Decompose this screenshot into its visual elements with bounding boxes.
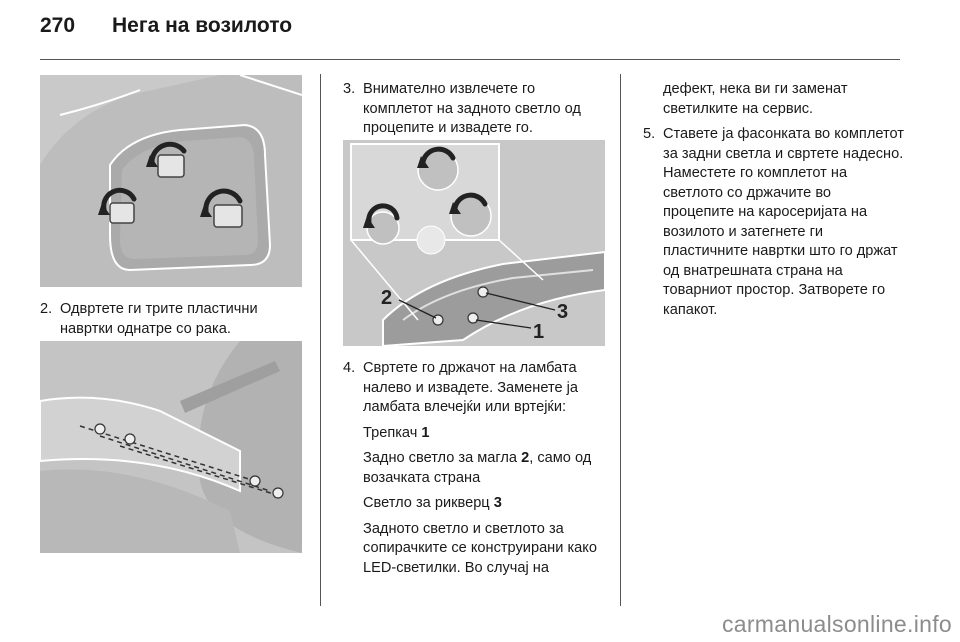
page-number: 270 [40, 14, 76, 37]
header-divider [40, 59, 900, 60]
column-divider-1 [320, 74, 321, 606]
bulb-number-1: 1 [421, 424, 430, 441]
label-3: 3 [557, 301, 569, 323]
bulb-fog-light: Задно светло за магла 2, само од возачката страна [363, 450, 592, 486]
label-2: 2 [381, 287, 393, 309]
step-2-number: 2. [40, 301, 53, 317]
watermark: carmanualsonline.info [721, 611, 952, 637]
step-4 [343, 359, 607, 418]
step-3-text: Внимателно извлечете го комплетот на задното светло од процепите и извадете го. [363, 81, 581, 136]
column-3-text [643, 80, 905, 320]
figure-bulb-holders [343, 140, 605, 346]
page-header [40, 14, 292, 44]
page-title: Нега на возилото [112, 14, 293, 37]
step-5 [643, 125, 905, 320]
continuation-text: дефект, нека ви ги заменат светилките на сервис. [663, 81, 848, 117]
step-4-number: 4. [343, 360, 356, 376]
bulb-number-2: 2 [521, 450, 530, 466]
figure-interior-nuts [40, 75, 302, 287]
interior-nuts-illustration [40, 75, 302, 287]
step-4-text: Свртете го држачот на ламбата налево и извадете. Заменете ја ламбата влечејќи или вртејќи: [363, 360, 579, 415]
led-note: Задното светло и светлото за сопирачките се конструирани како LED-светилки. Во случај на [363, 520, 597, 576]
label-1: 1 [533, 321, 545, 343]
column-1-text [40, 300, 308, 339]
bulb-holders-illustration [343, 140, 605, 346]
step-3-number: 3. [343, 81, 356, 97]
light-assembly-illustration [40, 341, 302, 553]
figure-light-assembly [40, 341, 302, 553]
step-2 [40, 300, 308, 339]
step-5-number: 5. [643, 126, 656, 142]
bulb-reverse-light: Светло за рикверц 3 [363, 495, 502, 511]
bulb-turn-signal: Трепкач 1 [363, 424, 430, 441]
column-2-top [343, 80, 605, 139]
bulb-number-3: 3 [493, 495, 502, 511]
column-divider-2 [620, 74, 621, 606]
step-3 [343, 80, 605, 139]
step-2-text: Одвртете ги трите пластични навртки однатре со рака. [60, 301, 258, 337]
step-5-text: Ставете ја фасонката во комплетот за задни светла и свртете надесно. Наместете го комплетот на светлото со држачите во процепите на каросеријата на возилото и затегнете ги пластичните навртки што го држат од внатрешната страна на товарниот простор. Затворете го капакот. [663, 126, 904, 318]
column-2-bottom [343, 359, 607, 578]
